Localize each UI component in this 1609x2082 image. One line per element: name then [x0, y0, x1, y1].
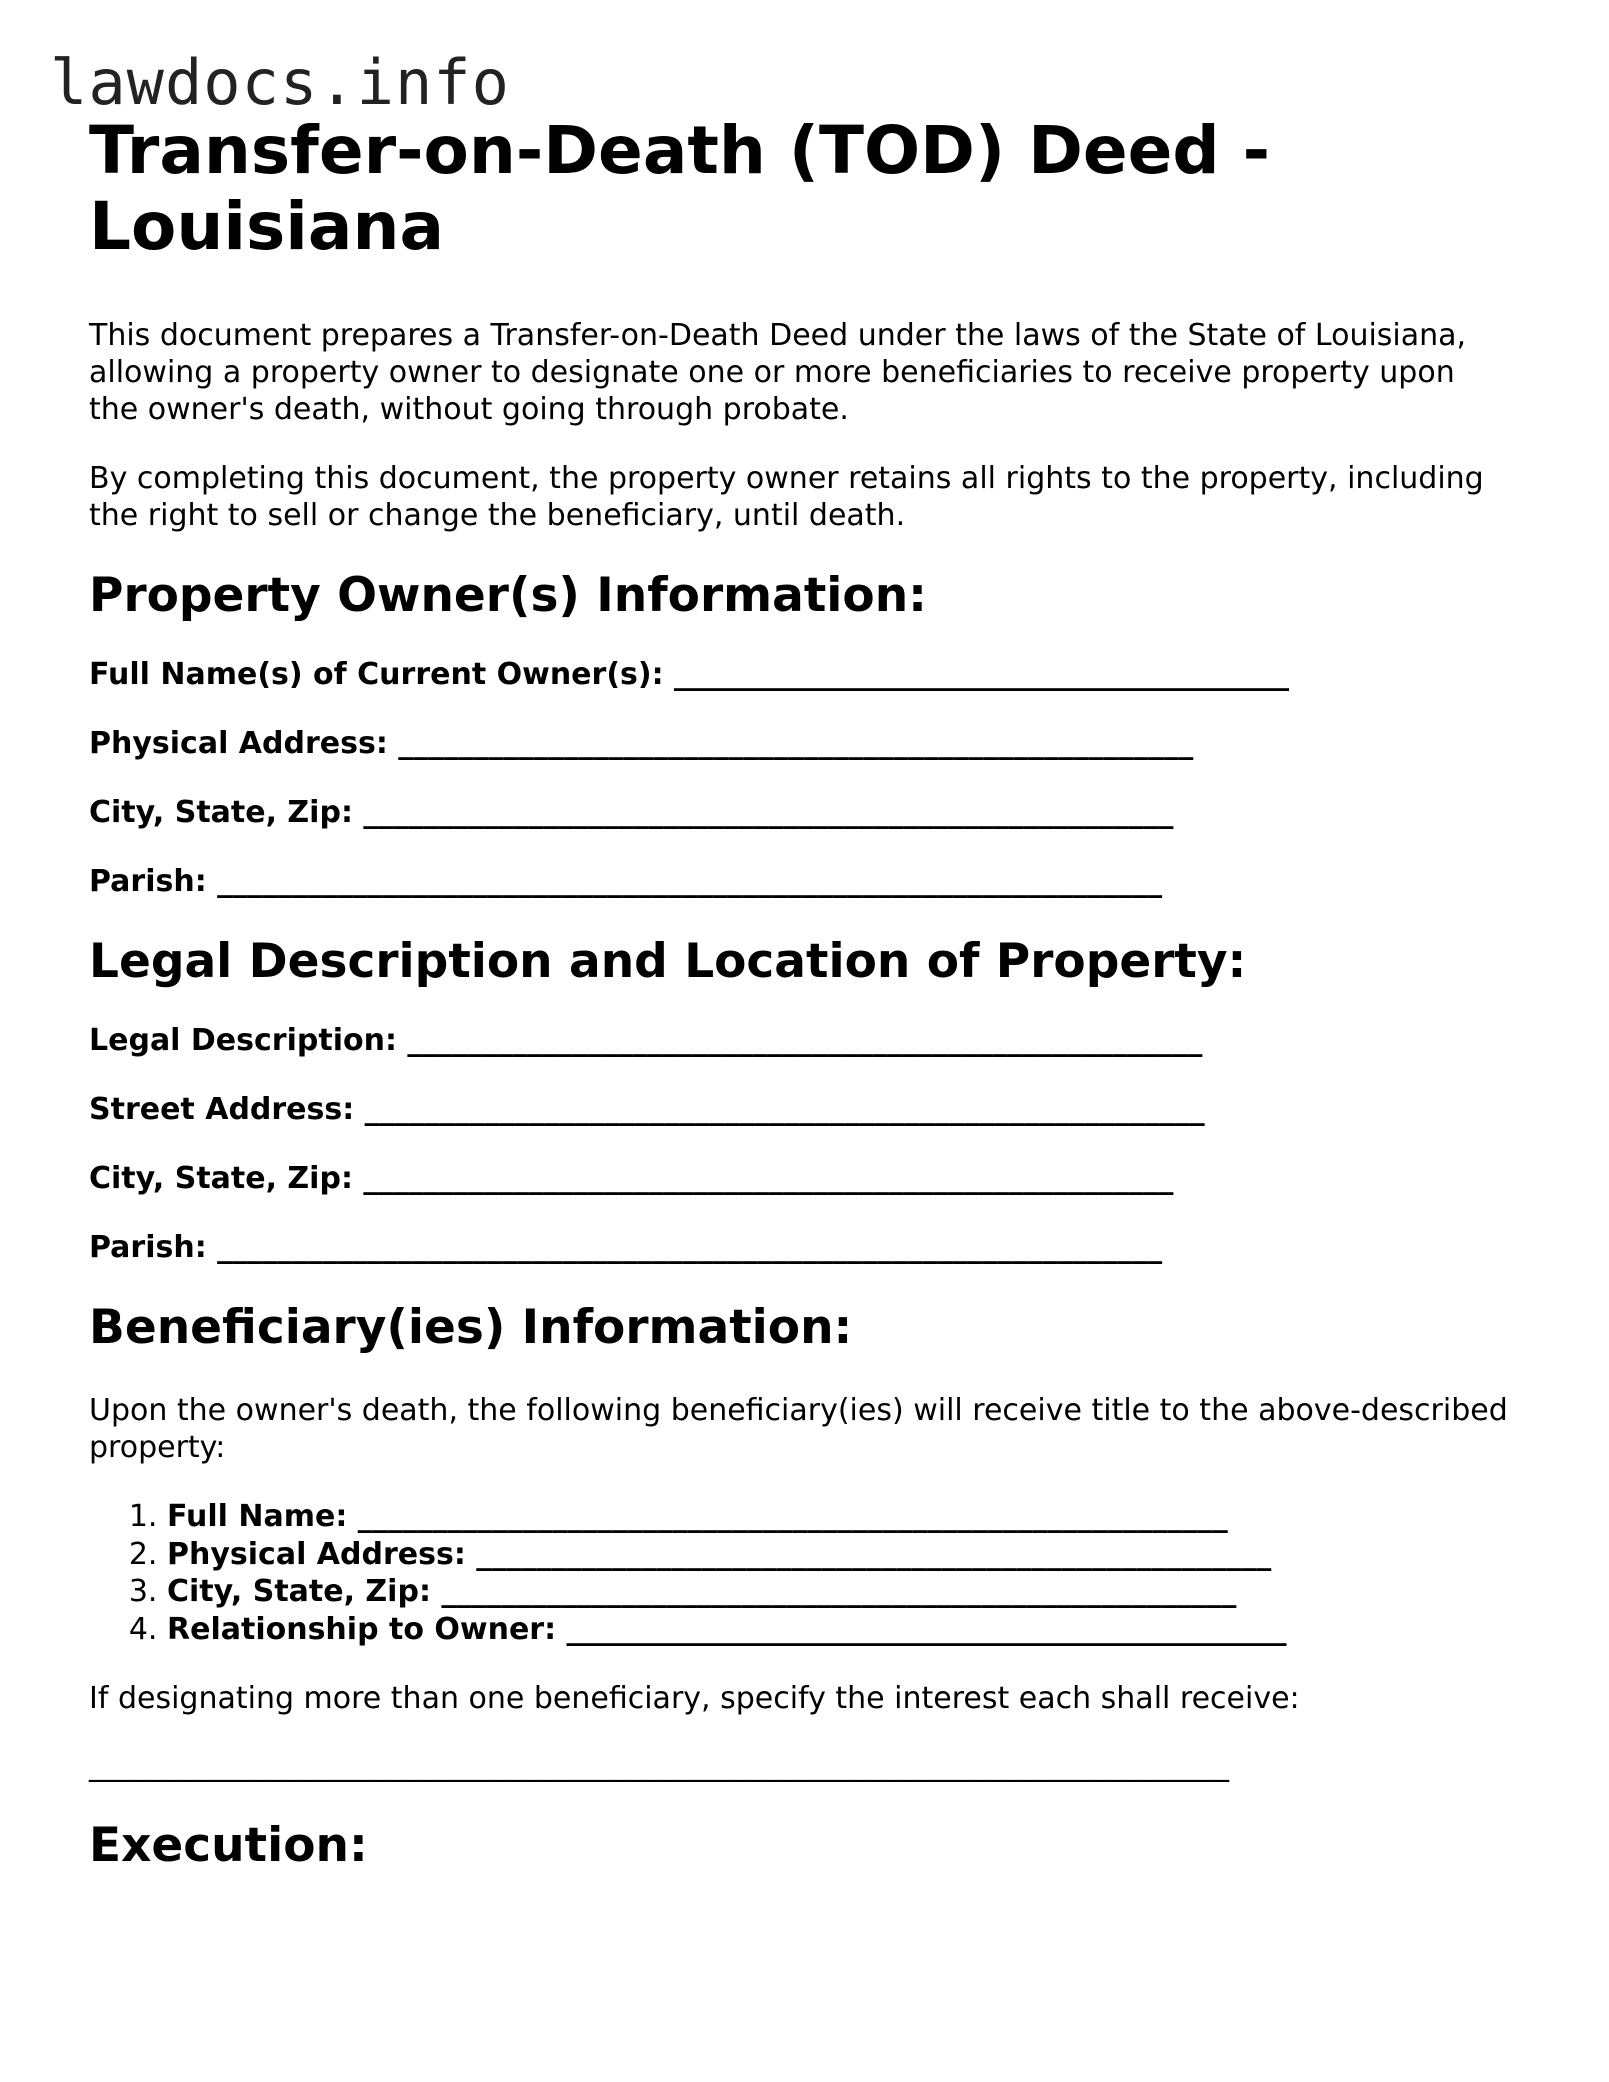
list-item-label: Physical Address: [167, 1536, 466, 1572]
legal-description-field[interactable]: Legal Description: _____________________________________________________ [89, 1023, 1203, 1058]
intro-paragraph-2: By completing this document, the property owner retains all rights to the property, including the right to sell or change the beneficiary, until death. [89, 461, 1484, 533]
document-title: Transfer-on-Death (TOD) Deed - Louisiana [89, 112, 1271, 265]
owner-parish-field[interactable]: Parish: _______________________________________________________________ [89, 864, 1163, 899]
beneficiary-intro: Upon the owner's death, the following beneficiary(ies) will receive title to the above-described property: [89, 1393, 1508, 1465]
owner-section-heading: Property Owner(s) Information: [89, 568, 927, 623]
site-watermark: lawdocs.info [50, 46, 510, 119]
list-item-label: Relationship to Owner: [167, 1611, 557, 1647]
list-item-label: City, State, Zip: [167, 1574, 431, 1609]
list-item-blank: _____________________________________________________ [430, 1574, 1237, 1609]
property-city-state-zip-field[interactable]: City, State, Zip: ______________________________________________________ [89, 1161, 1174, 1196]
property-parish-field[interactable]: Parish: _______________________________________________________________ [89, 1230, 1163, 1265]
beneficiary-city-state-zip-item[interactable] [167, 1573, 1509, 1611]
beneficiary-full-name-item[interactable] [167, 1498, 1509, 1536]
owner-full-name-field[interactable]: Full Name(s) of Current Owner(s): _________________________________________ [89, 657, 1290, 692]
beneficiary-physical-address-item[interactable] [167, 1536, 1509, 1574]
list-item-blank: __________________________________________________________ [347, 1499, 1228, 1534]
street-address-field[interactable]: Street Address: ________________________________________________________ [89, 1092, 1205, 1127]
document-body [89, 113, 1509, 1874]
list-item-label: Full Name: [167, 1499, 348, 1534]
beneficiary-section-heading: Beneficiary(ies) Information: [89, 1300, 853, 1355]
interest-blank-line[interactable]: ____________________________________________________________________________ [89, 1748, 1229, 1783]
owner-physical-address-field[interactable]: Physical Address: _____________________________________________________ [89, 726, 1194, 761]
list-item-blank: _____________________________________________________ [465, 1536, 1272, 1572]
execution-section-heading: Execution: [89, 1818, 368, 1873]
beneficiary-list [89, 1498, 1509, 1648]
owner-city-state-zip-field[interactable]: City, State, Zip: ______________________________________________________ [89, 795, 1174, 830]
list-item-blank: ________________________________________________ [556, 1611, 1287, 1647]
intro-paragraph-1: This document prepares a Transfer-on-Death Deed under the laws of the State of Louisiana, allowing a property owner to designate one or more beneficiaries to receive property upon the owner's death, without going through probate. [89, 318, 1467, 427]
beneficiary-relationship-item[interactable] [167, 1611, 1509, 1649]
property-section-heading: Legal Description and Location of Property: [89, 934, 1247, 989]
interest-prompt: If designating more than one beneficiary, specify the interest each shall receive: [89, 1681, 1300, 1716]
